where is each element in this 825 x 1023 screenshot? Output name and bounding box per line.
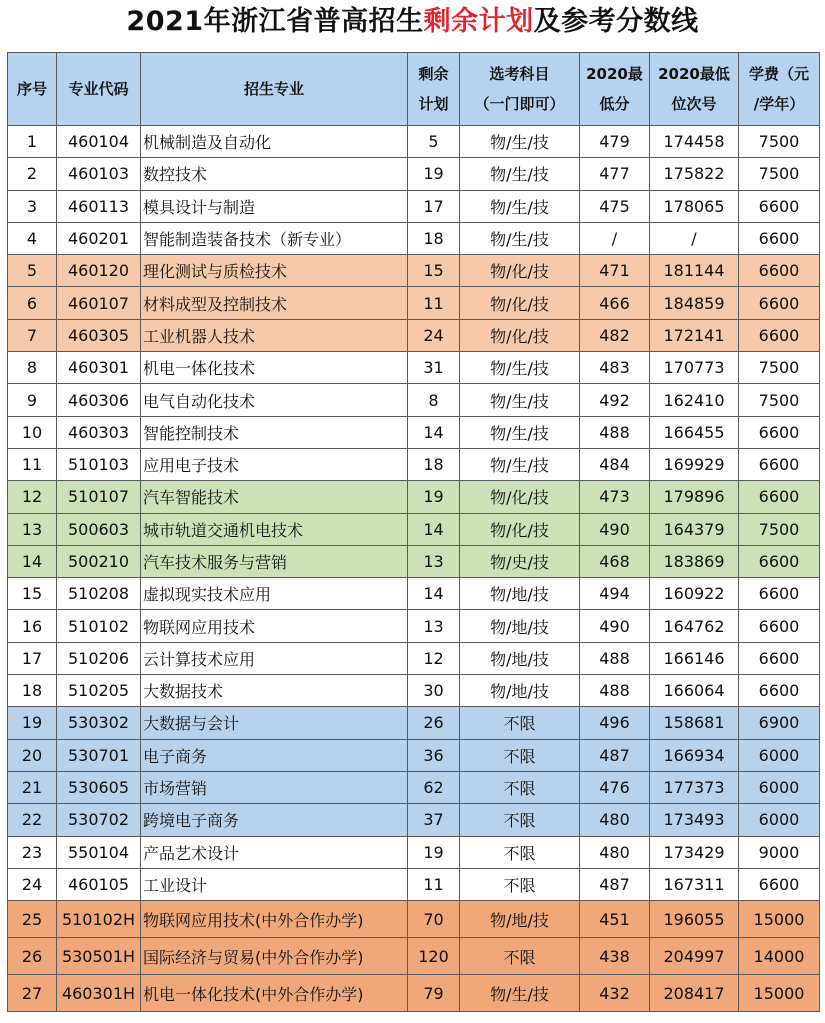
- cell-min-score: 438: [580, 938, 650, 975]
- cell-no: 10: [8, 416, 57, 448]
- cell-min-rank: 158681: [650, 707, 739, 739]
- cell-no: 22: [8, 804, 57, 836]
- cell-no: 2: [8, 158, 57, 190]
- cell-subjects: 物/地/技: [460, 578, 580, 610]
- table-row: [8, 578, 820, 610]
- table-row: [8, 287, 820, 319]
- cell-code: 550104: [57, 836, 141, 868]
- cell-plan: 11: [408, 287, 460, 319]
- header-code-line: 专业代码: [68, 80, 129, 98]
- cell-fee: 7500: [739, 352, 820, 384]
- header-major: [141, 53, 408, 126]
- cell-subjects: 物/生/技: [460, 384, 580, 416]
- cell-plan: 12: [408, 642, 460, 674]
- header-plan: [408, 53, 460, 126]
- cell-code: 500603: [57, 513, 141, 545]
- cell-fee: 6000: [739, 771, 820, 803]
- cell-major: 应用电子技术: [141, 448, 408, 480]
- cell-no: 21: [8, 771, 57, 803]
- cell-min-score: 483: [580, 352, 650, 384]
- cell-fee: 7500: [739, 158, 820, 190]
- cell-major: 汽车智能技术: [141, 481, 408, 513]
- cell-code: 510102: [57, 610, 141, 642]
- cell-min-score: 496: [580, 707, 650, 739]
- cell-plan: 31: [408, 352, 460, 384]
- cell-fee: 6600: [739, 319, 820, 351]
- cell-min-score: 492: [580, 384, 650, 416]
- admission-table: [7, 52, 820, 1012]
- cell-major: 汽车技术服务与营销: [141, 545, 408, 577]
- table-row: [8, 642, 820, 674]
- table-row: [8, 352, 820, 384]
- cell-major: 大数据技术: [141, 675, 408, 707]
- cell-major: 大数据与会计: [141, 707, 408, 739]
- cell-plan: 15: [408, 255, 460, 287]
- table-row: [8, 707, 820, 739]
- table-row: [8, 901, 820, 938]
- cell-fee: 7500: [739, 384, 820, 416]
- cell-code: 510205: [57, 675, 141, 707]
- header-min-rank: [650, 53, 739, 126]
- cell-no: 20: [8, 739, 57, 771]
- cell-min-score: 473: [580, 481, 650, 513]
- cell-major: 数控技术: [141, 158, 408, 190]
- cell-subjects: 不限: [460, 938, 580, 975]
- cell-min-rank: 166146: [650, 642, 739, 674]
- cell-subjects: 物/生/技: [460, 222, 580, 254]
- table-row: [8, 158, 820, 190]
- cell-no: 13: [8, 513, 57, 545]
- table-row: [8, 545, 820, 577]
- cell-no: 16: [8, 610, 57, 642]
- cell-fee: 6000: [739, 739, 820, 771]
- cell-subjects: 物/史/技: [460, 545, 580, 577]
- cell-code: 460113: [57, 190, 141, 222]
- cell-subjects: 不限: [460, 771, 580, 803]
- cell-code: 510206: [57, 642, 141, 674]
- cell-fee: 9000: [739, 836, 820, 868]
- cell-plan: 8: [408, 384, 460, 416]
- cell-min-rank: 166934: [650, 739, 739, 771]
- cell-fee: 6900: [739, 707, 820, 739]
- cell-fee: 7500: [739, 513, 820, 545]
- header-subjects-line: （一门即可）: [474, 95, 565, 113]
- cell-min-rank: 179896: [650, 481, 739, 513]
- cell-code: 460107: [57, 287, 141, 319]
- cell-no: 18: [8, 675, 57, 707]
- table-row: [8, 836, 820, 868]
- cell-major: 理化测试与质检技术: [141, 255, 408, 287]
- cell-plan: 5: [408, 126, 460, 158]
- cell-min-score: 488: [580, 642, 650, 674]
- table-row: [8, 126, 820, 158]
- table-row: [8, 448, 820, 480]
- cell-major: 机电一体化技术: [141, 352, 408, 384]
- cell-plan: 13: [408, 545, 460, 577]
- cell-min-score: 487: [580, 868, 650, 900]
- header-row: [8, 53, 820, 126]
- cell-no: 23: [8, 836, 57, 868]
- cell-major: 电子商务: [141, 739, 408, 771]
- cell-plan: 13: [408, 610, 460, 642]
- cell-min-rank: 167311: [650, 868, 739, 900]
- cell-major: 虚拟现实技术应用: [141, 578, 408, 610]
- cell-plan: 18: [408, 448, 460, 480]
- cell-min-score: 484: [580, 448, 650, 480]
- cell-code: 510107: [57, 481, 141, 513]
- cell-min-rank: 170773: [650, 352, 739, 384]
- cell-min-rank: 178065: [650, 190, 739, 222]
- cell-no: 17: [8, 642, 57, 674]
- cell-min-score: 488: [580, 675, 650, 707]
- cell-min-rank: 196055: [650, 901, 739, 938]
- cell-subjects: 物/化/技: [460, 319, 580, 351]
- cell-major: 物联网应用技术: [141, 610, 408, 642]
- header-min-rank-line: 2020最低: [658, 65, 730, 83]
- cell-plan: 30: [408, 675, 460, 707]
- cell-min-score: 468: [580, 545, 650, 577]
- cell-subjects: 不限: [460, 739, 580, 771]
- cell-code: 530605: [57, 771, 141, 803]
- cell-major: 跨境电子商务: [141, 804, 408, 836]
- cell-min-score: 479: [580, 126, 650, 158]
- cell-plan: 14: [408, 578, 460, 610]
- table-row: [8, 804, 820, 836]
- cell-subjects: 物/生/技: [460, 190, 580, 222]
- header-fee-line: /学年）: [753, 95, 805, 113]
- cell-no: 25: [8, 901, 57, 938]
- cell-major: 产品艺术设计: [141, 836, 408, 868]
- cell-code: 460303: [57, 416, 141, 448]
- cell-major: 工业机器人技术: [141, 319, 408, 351]
- cell-min-score: 432: [580, 975, 650, 1012]
- cell-major: 市场营销: [141, 771, 408, 803]
- cell-fee: 6600: [739, 675, 820, 707]
- cell-plan: 37: [408, 804, 460, 836]
- cell-min-score: 471: [580, 255, 650, 287]
- cell-subjects: 物/化/技: [460, 287, 580, 319]
- cell-code: 510103: [57, 448, 141, 480]
- header-subjects-line: 选考科目: [489, 65, 550, 83]
- cell-fee: 15000: [739, 975, 820, 1012]
- cell-major: 国际经济与贸易(中外合作办学): [141, 938, 408, 975]
- cell-subjects: 不限: [460, 868, 580, 900]
- cell-min-score: 487: [580, 739, 650, 771]
- table-row: [8, 739, 820, 771]
- cell-min-rank: 166064: [650, 675, 739, 707]
- cell-code: 530302: [57, 707, 141, 739]
- cell-major: 机械制造及自动化: [141, 126, 408, 158]
- cell-plan: 11: [408, 868, 460, 900]
- cell-code: 460201: [57, 222, 141, 254]
- cell-min-rank: 204997: [650, 938, 739, 975]
- cell-plan: 17: [408, 190, 460, 222]
- cell-min-score: 482: [580, 319, 650, 351]
- cell-subjects: 不限: [460, 707, 580, 739]
- cell-min-score: /: [580, 222, 650, 254]
- cell-fee: 6600: [739, 287, 820, 319]
- cell-fee: 6600: [739, 416, 820, 448]
- cell-min-rank: /: [650, 222, 739, 254]
- cell-min-score: 466: [580, 287, 650, 319]
- cell-code: 530501H: [57, 938, 141, 975]
- cell-code: 460301H: [57, 975, 141, 1012]
- cell-min-rank: 173493: [650, 804, 739, 836]
- cell-major: 工业设计: [141, 868, 408, 900]
- header-fee-line: 学费（元: [748, 65, 809, 83]
- cell-fee: 15000: [739, 901, 820, 938]
- cell-min-rank: 164762: [650, 610, 739, 642]
- cell-fee: 6600: [739, 578, 820, 610]
- table-row: [8, 868, 820, 900]
- cell-subjects: 物/地/技: [460, 642, 580, 674]
- cell-no: 6: [8, 287, 57, 319]
- cell-min-score: 476: [580, 771, 650, 803]
- cell-subjects: 物/化/技: [460, 481, 580, 513]
- cell-subjects: 物/地/技: [460, 675, 580, 707]
- cell-code: 460120: [57, 255, 141, 287]
- cell-min-rank: 174458: [650, 126, 739, 158]
- cell-min-rank: 175822: [650, 158, 739, 190]
- cell-plan: 19: [408, 158, 460, 190]
- cell-plan: 79: [408, 975, 460, 1012]
- cell-fee: 7500: [739, 126, 820, 158]
- cell-no: 4: [8, 222, 57, 254]
- cell-plan: 26: [408, 707, 460, 739]
- cell-code: 460103: [57, 158, 141, 190]
- cell-fee: 6600: [739, 255, 820, 287]
- cell-fee: 6600: [739, 481, 820, 513]
- cell-plan: 70: [408, 901, 460, 938]
- table-row: [8, 481, 820, 513]
- cell-subjects: 物/生/技: [460, 975, 580, 1012]
- header-no: [8, 53, 57, 126]
- title-highlight: 剩余计划: [423, 6, 534, 37]
- header-plan-line: 剩余: [418, 65, 449, 83]
- cell-min-rank: 169929: [650, 448, 739, 480]
- cell-no: 8: [8, 352, 57, 384]
- cell-plan: 120: [408, 938, 460, 975]
- table-row: [8, 975, 820, 1012]
- cell-plan: 14: [408, 513, 460, 545]
- cell-min-score: 475: [580, 190, 650, 222]
- header-min-rank-line: 位次号: [671, 95, 717, 113]
- cell-plan: 19: [408, 481, 460, 513]
- cell-fee: 6600: [739, 222, 820, 254]
- cell-fee: 6600: [739, 545, 820, 577]
- cell-min-score: 480: [580, 804, 650, 836]
- cell-major: 材料成型及控制技术: [141, 287, 408, 319]
- cell-min-score: 490: [580, 610, 650, 642]
- cell-plan: 62: [408, 771, 460, 803]
- cell-code: 460305: [57, 319, 141, 351]
- table-row: [8, 513, 820, 545]
- cell-min-rank: 164379: [650, 513, 739, 545]
- cell-subjects: 物/生/技: [460, 448, 580, 480]
- cell-min-rank: 184859: [650, 287, 739, 319]
- cell-fee: 6600: [739, 190, 820, 222]
- cell-min-rank: 162410: [650, 384, 739, 416]
- cell-code: 460104: [57, 126, 141, 158]
- cell-subjects: 物/生/技: [460, 416, 580, 448]
- cell-fee: 6600: [739, 448, 820, 480]
- cell-subjects: 不限: [460, 836, 580, 868]
- table-row: [8, 222, 820, 254]
- cell-major: 智能控制技术: [141, 416, 408, 448]
- cell-major: 智能制造装备技术（新专业）: [141, 222, 408, 254]
- header-plan-line: 计划: [418, 95, 449, 113]
- cell-fee: 6600: [739, 610, 820, 642]
- cell-no: 19: [8, 707, 57, 739]
- cell-min-rank: 172141: [650, 319, 739, 351]
- table-body: [8, 126, 820, 1012]
- cell-code: 510208: [57, 578, 141, 610]
- cell-min-score: 488: [580, 416, 650, 448]
- header-subjects: [460, 53, 580, 126]
- cell-plan: 14: [408, 416, 460, 448]
- cell-min-score: 490: [580, 513, 650, 545]
- cell-code: 460301: [57, 352, 141, 384]
- page-title: [0, 4, 825, 40]
- cell-no: 1: [8, 126, 57, 158]
- cell-major: 机电一体化技术(中外合作办学): [141, 975, 408, 1012]
- cell-subjects: 物/生/技: [460, 126, 580, 158]
- cell-min-score: 494: [580, 578, 650, 610]
- table-row: [8, 416, 820, 448]
- cell-min-rank: 181144: [650, 255, 739, 287]
- cell-no: 24: [8, 868, 57, 900]
- cell-fee: 6600: [739, 868, 820, 900]
- cell-major: 电气自动化技术: [141, 384, 408, 416]
- header-code: [57, 53, 141, 126]
- header-min-score-line: 2020最: [586, 65, 643, 83]
- cell-fee: 14000: [739, 938, 820, 975]
- table-row: [8, 190, 820, 222]
- cell-min-score: 480: [580, 836, 650, 868]
- cell-no: 15: [8, 578, 57, 610]
- header-min-score-line: 低分: [599, 95, 630, 113]
- cell-no: 26: [8, 938, 57, 975]
- title-part-2: 及参考分数线: [533, 6, 699, 37]
- cell-min-score: 451: [580, 901, 650, 938]
- cell-plan: 19: [408, 836, 460, 868]
- cell-code: 460105: [57, 868, 141, 900]
- cell-subjects: 物/地/技: [460, 901, 580, 938]
- cell-min-rank: 166455: [650, 416, 739, 448]
- cell-min-rank: 183869: [650, 545, 739, 577]
- cell-no: 9: [8, 384, 57, 416]
- cell-min-rank: 177373: [650, 771, 739, 803]
- cell-subjects: 物/化/技: [460, 513, 580, 545]
- cell-plan: 36: [408, 739, 460, 771]
- table-row: [8, 610, 820, 642]
- cell-no: 12: [8, 481, 57, 513]
- cell-major: 物联网应用技术(中外合作办学): [141, 901, 408, 938]
- cell-fee: 6600: [739, 642, 820, 674]
- cell-plan: 24: [408, 319, 460, 351]
- cell-major: 城市轨道交通机电技术: [141, 513, 408, 545]
- cell-subjects: 不限: [460, 804, 580, 836]
- cell-no: 11: [8, 448, 57, 480]
- cell-subjects: 物/化/技: [460, 255, 580, 287]
- cell-min-rank: 160922: [650, 578, 739, 610]
- header-fee: [739, 53, 820, 126]
- header-major-line: 招生专业: [243, 80, 304, 98]
- cell-no: 5: [8, 255, 57, 287]
- cell-code: 530701: [57, 739, 141, 771]
- header-min-score: [580, 53, 650, 126]
- cell-code: 530702: [57, 804, 141, 836]
- table-row: [8, 771, 820, 803]
- cell-no: 3: [8, 190, 57, 222]
- table-row: [8, 319, 820, 351]
- cell-code: 510102H: [57, 901, 141, 938]
- cell-subjects: 物/生/技: [460, 158, 580, 190]
- title-part-1: 2021年浙江省普高招生: [126, 6, 424, 37]
- cell-no: 14: [8, 545, 57, 577]
- cell-fee: 6000: [739, 804, 820, 836]
- cell-code: 460306: [57, 384, 141, 416]
- cell-no: 27: [8, 975, 57, 1012]
- table-row: [8, 675, 820, 707]
- table-row: [8, 384, 820, 416]
- table-row: [8, 255, 820, 287]
- cell-subjects: 物/地/技: [460, 610, 580, 642]
- cell-no: 7: [8, 319, 57, 351]
- cell-min-rank: 173429: [650, 836, 739, 868]
- cell-subjects: 物/生/技: [460, 352, 580, 384]
- cell-major: 模具设计与制造: [141, 190, 408, 222]
- cell-min-score: 477: [580, 158, 650, 190]
- cell-code: 500210: [57, 545, 141, 577]
- header-no-line: 序号: [16, 80, 47, 98]
- cell-plan: 18: [408, 222, 460, 254]
- cell-min-rank: 208417: [650, 975, 739, 1012]
- table-row: [8, 938, 820, 975]
- cell-major: 云计算技术应用: [141, 642, 408, 674]
